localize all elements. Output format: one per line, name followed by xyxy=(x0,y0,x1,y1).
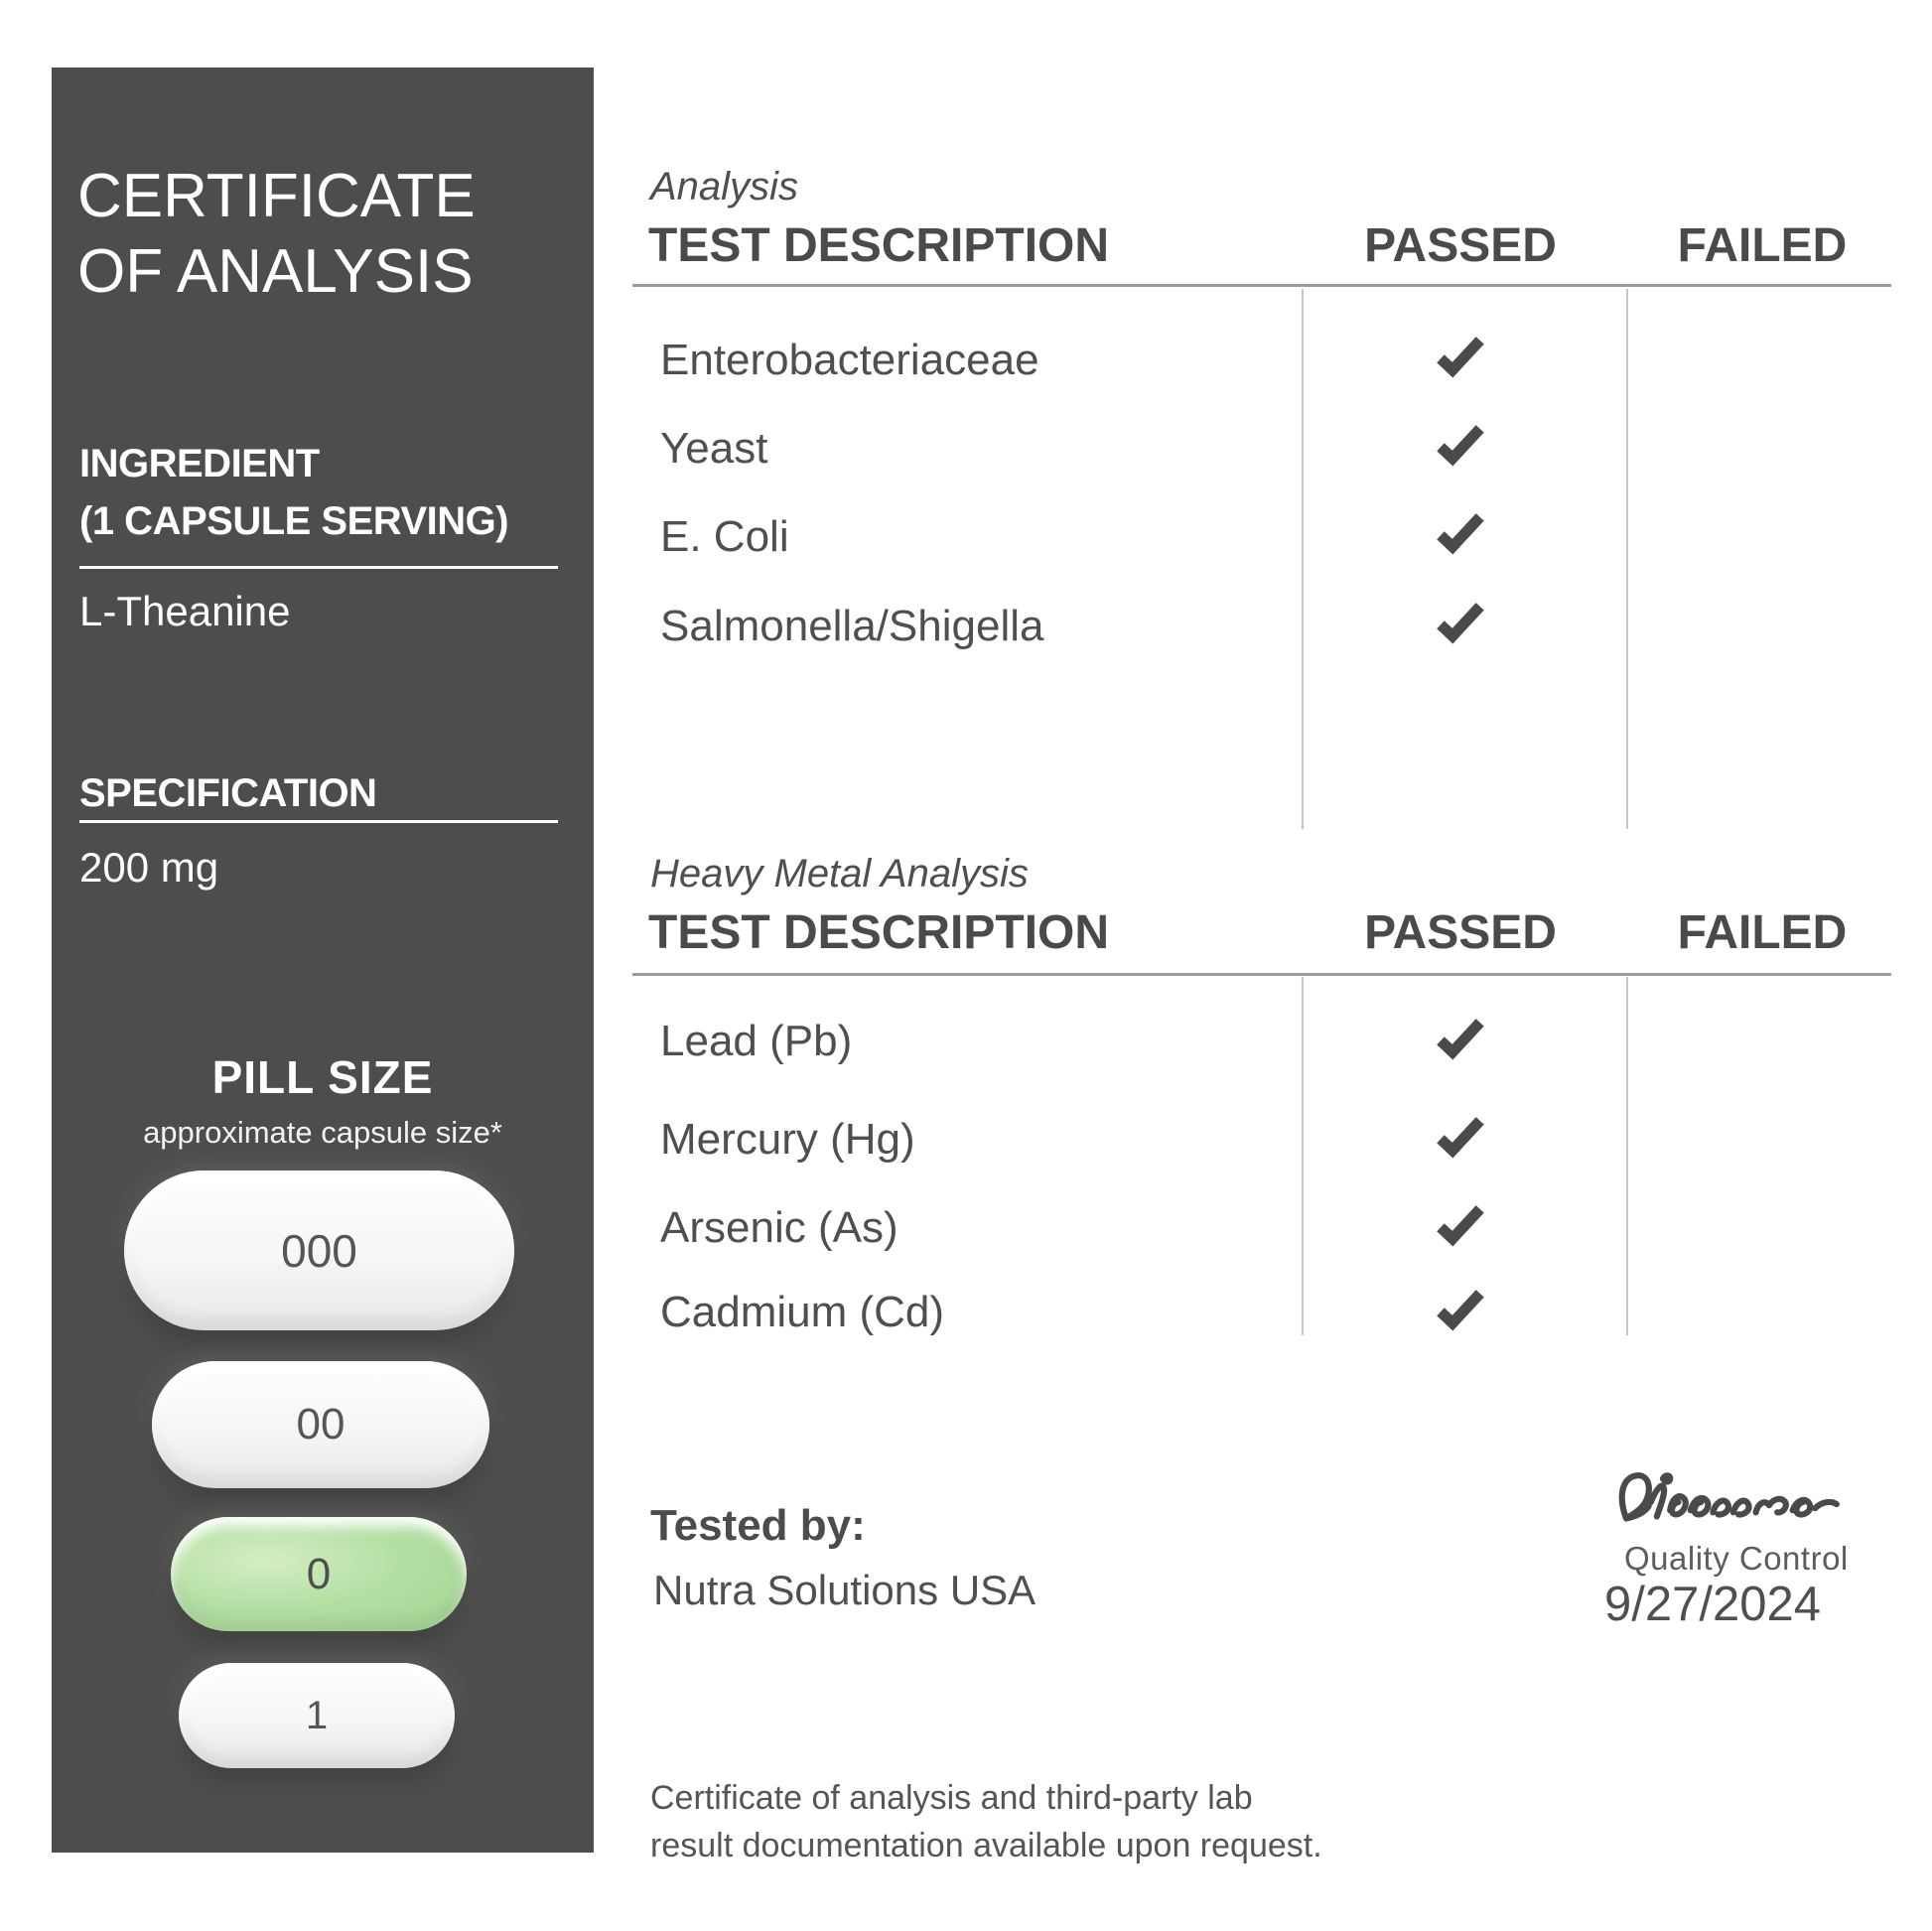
capsule-size-00 xyxy=(152,1361,489,1488)
check-icon-passed xyxy=(1437,1012,1483,1060)
heavy-metal-col-failed: FAILED xyxy=(1677,906,1848,959)
analysis-col-passed: PASSED xyxy=(1364,219,1557,272)
heavy-metal-col-passed: PASSED xyxy=(1364,906,1557,959)
signature-scribble xyxy=(1610,1465,1859,1537)
pill-size-title: PILL SIZE xyxy=(211,1051,434,1103)
heavy-metal-col-test-description: TEST DESCRIPTION xyxy=(648,906,1110,959)
footer-disclaimer-line2: result documentation available upon request. xyxy=(650,1827,1322,1864)
pill-size-subtitle: approximate capsule size* xyxy=(143,1115,502,1150)
footer-disclaimer-line1: Certificate of analysis and third-party lab xyxy=(650,1779,1253,1817)
ingredient-heading-line1: INGREDIENT xyxy=(79,442,320,485)
check-icon-passed xyxy=(1437,418,1483,467)
check-icon-passed xyxy=(1437,506,1483,555)
quality-control-label: Quality Control xyxy=(1624,1540,1849,1577)
check-icon-passed xyxy=(1437,1283,1483,1331)
tested-by-value: Nutra Solutions USA xyxy=(653,1567,1036,1613)
certificate-title-line2: OF ANALYSIS xyxy=(77,237,474,306)
analysis-row-test: E. Coli xyxy=(660,512,789,561)
tested-by-label: Tested by: xyxy=(650,1501,866,1550)
analysis-row-test: Salmonella/Shigella xyxy=(660,602,1044,650)
capsule-size-0-label: 0 xyxy=(306,1549,332,1598)
heavy-metal-header-rule xyxy=(632,973,1891,976)
capsule-size-0-highlighted xyxy=(171,1517,467,1631)
capsule-size-000 xyxy=(124,1171,514,1330)
specification-divider xyxy=(79,820,558,823)
analysis-column-divider-2 xyxy=(1626,289,1628,829)
heavy-metal-row-test: Arsenic (As) xyxy=(660,1203,898,1252)
heavy-metal-row-test: Cadmium (Cd) xyxy=(660,1288,945,1336)
capsule-size-000-label: 000 xyxy=(281,1224,357,1277)
ingredient-heading-line2: (1 CAPSULE SERVING) xyxy=(79,499,509,543)
analysis-row-test: Enterobacteriaceae xyxy=(660,336,1039,384)
ingredient-divider xyxy=(79,566,558,569)
analysis-section-title: Analysis xyxy=(650,165,798,208)
heavy-metal-row-test: Mercury (Hg) xyxy=(660,1115,915,1164)
check-icon-passed xyxy=(1437,1110,1483,1159)
specification-heading: SPECIFICATION xyxy=(79,771,377,815)
signoff-date: 9/27/2024 xyxy=(1604,1578,1821,1631)
check-icon-passed xyxy=(1437,330,1483,378)
analysis-column-divider-1 xyxy=(1302,289,1304,829)
heavy-metal-row-test: Lead (Pb) xyxy=(660,1017,853,1065)
analysis-col-failed: FAILED xyxy=(1677,219,1848,272)
specification-value: 200 mg xyxy=(79,844,219,891)
check-icon-passed xyxy=(1437,1198,1483,1247)
sidebar-panel xyxy=(52,68,594,1853)
analysis-row-test: Yeast xyxy=(660,424,768,473)
ingredient-value: L-Theanine xyxy=(79,588,291,634)
capsule-size-00-label: 00 xyxy=(296,1400,345,1448)
heavy-metal-column-divider-1 xyxy=(1302,977,1304,1335)
capsule-size-1 xyxy=(179,1663,455,1768)
heavy-metal-column-divider-2 xyxy=(1626,977,1628,1335)
check-icon-passed xyxy=(1437,596,1483,644)
heavy-metal-section-title: Heavy Metal Analysis xyxy=(650,852,1029,896)
analysis-col-test-description: TEST DESCRIPTION xyxy=(648,219,1110,272)
capsule-size-1-label: 1 xyxy=(305,1693,329,1737)
certificate-title-line1: CERTIFICATE xyxy=(77,162,476,230)
ingredient-heading xyxy=(79,435,508,550)
analysis-header-rule xyxy=(632,284,1891,287)
certificate-title xyxy=(77,159,574,310)
